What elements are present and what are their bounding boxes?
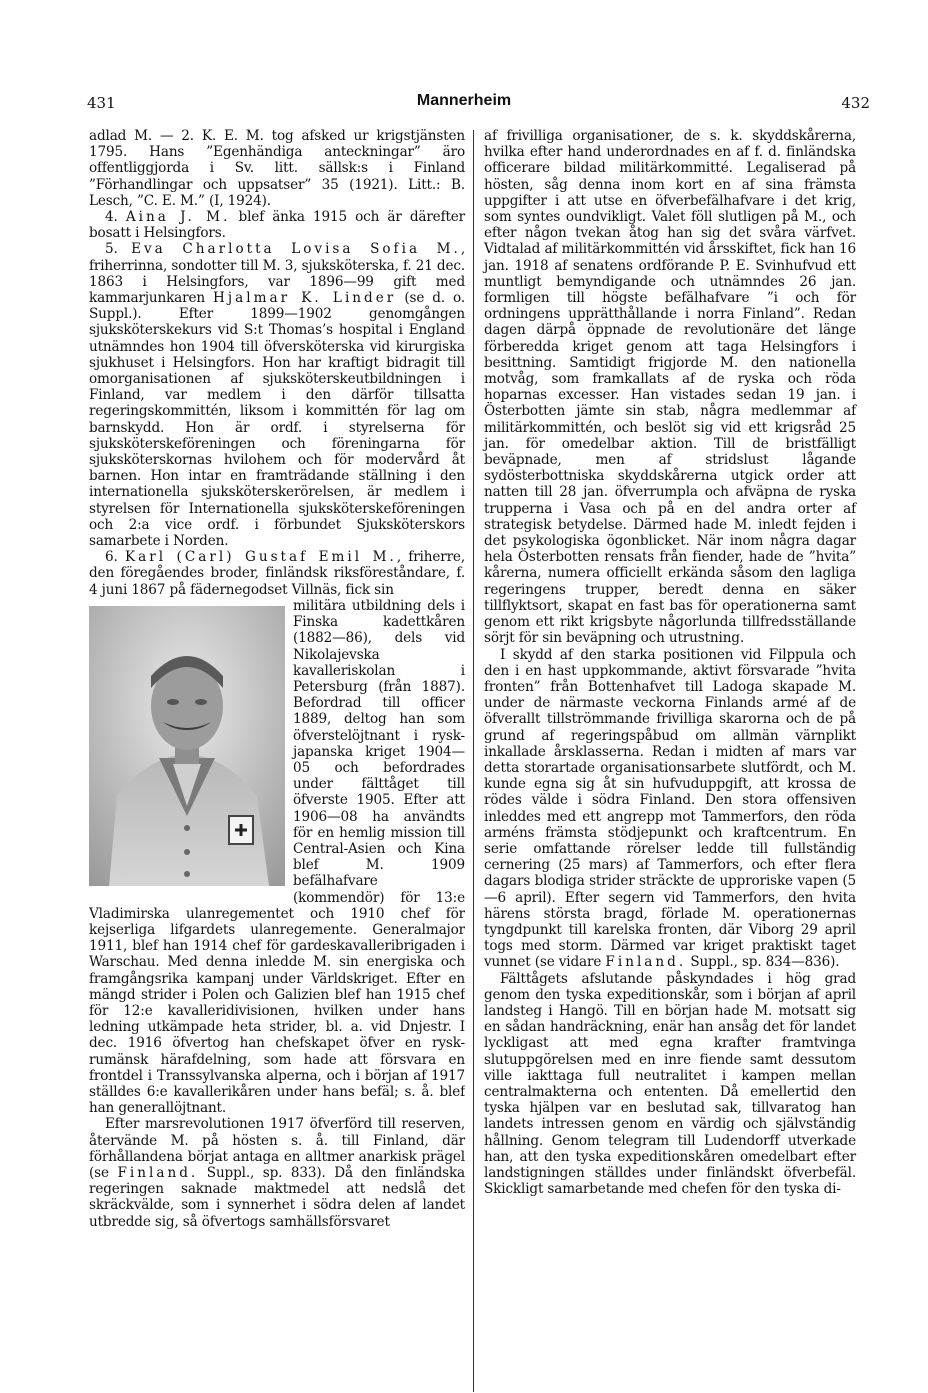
column-divider bbox=[473, 130, 474, 1392]
paragraph: I skydd af den starka positionen vid Filppula och den i en hast uppkommande, aktivt försvarade ”hvita fronten” från Bottenhafvet till Ladoga skapade M. under de närmaste veckorna Finlands armé af de öfverallt tillströmmande frivilliga skarorna och de på grund af regeringspåbud om allmän värnplikt inkallade årsklasserna. Redan i midten af mars var detta storartade organisationsarbete slutfördt, och M. kunde egna sig åt sin hufvuduppgift, att krossa de rödes välde i södra Finland. Den stora offensiven inleddes med ett angrepp mot Tammerfors, den röda arméns främsta stödjepunkt och kraftcentrum. En serie omfattande rörelser ledde till fullständig cernering (25 mars) af Tammerfors, och efter flera dagars blodiga strider sträckte de upproriske vapen (5—6 april). Efter segern vid Tammerfors, den hvita härens största bragd, förlade M. operationernas tyngdpunkt till karelska fronten, där Viborg 29 april togs med storm. Därmed var kriget praktiskt taget vunnet (se vidare Finland. Suppl., sp. 834—836). bbox=[484, 646, 856, 971]
person-name: Karl (Carl) Gustaf Emil M. bbox=[124, 549, 397, 566]
cross-reference: Finland. bbox=[117, 1165, 199, 1181]
paragraph: 5. Eva Charlotta Lovisa Sofia M., friherrinna, sondotter till M. 3, sjuksköterska, f. 21 dec. 1863 i Helsingfors, var 1896—99 gift med kammarjunkaren Hjalmar K. Linder (se d. o. Suppl.). Efter 1899—1902 genomgången sjuksköterskekurs vid S:t Thomas’s hospital i England utnämndes hon 1904 till öfversköterska vid kirurgiska sjukhuset i Helsingfors. Hon har kraftigt bidragit till omorganisationen af sjuksköterskeutbildningen i Finland, var medlem i den därför tillsatta regeringskommittén, liksom i kommittén för lag om barnskydd. Hon är ordf. i styrelserna för sjuksköterskeföreningen och föreningarna för sjuksköterskornas hvilohem och för modervård åt barnen. Hon intar en framträdande ställning i den internationella sjuksköterskerörelsen, är medlem i styrelsen för Internationella sjuksköterskeföreningen och 2:a vice ordf. i förbundet Sjuksköterskors samarbete i Norden. bbox=[89, 241, 466, 550]
page-number-left: 431 bbox=[87, 94, 116, 112]
paragraph: Efter marsrevolutionen 1917 öfverförd till reserven, återvände M. på hösten s. å. till Finland, där förhållandena börjat antaga en alltmer anarkisk prägel (se Finland. Suppl., sp. 833). Då den finländska regeringen saknade maktmedel att nedslå det skräckvälde, som i synnerhet i södra delen af landet utbredde sig, så öfvertogs samhällsförsvaret bbox=[89, 1116, 465, 1230]
page-number-right: 432 bbox=[841, 94, 870, 112]
cross-reference: Finland. bbox=[605, 954, 687, 971]
paragraph: af frivilliga organisationer, de s. k. skyddskårerna, hvilka efter hand underordnades en af f. d. finländska officerare bildad militärkommitté. Legaliserad på hösten, såg denna inom kort en af sina främsta uppgifter i att utse en öfverbefälhafvare i det krig, som syntes oundvikligt. Valet föll slutligen på M., och efter någon tvekan åtog han sig det svåra värfvet. Vidtalad af militärkommittén vid årsskiftet, fick han 16 jan. 1918 af senatens ordförande P. E. Svinhufvud ett muntligt bemyndigande och utnämndes 26 jan. formligen till högste befälhafvare ”i och för ordningens upprätthållande i norra Finland”. Redan dagen därpå öppnade de revolutionäre det länge förberedda kriget genom att taga Helsingfors i besittning. Samtidigt frigjorde M. den nationella motvåg, som framkallats af de ryska och röda hoparnas excesser. Han vistades sedan 19 jan. i Österbotten jämte sin stab, några medlemmar af militärkommittén, och beslöt sig vid ett krigsråd 25 jan. för omedelbar aktion. Till de bristfälligt beväpnade, men af stridslust lågande sydösterbottniska skyddskårerna utgick order att natten till 28 jan. öfverrumpla och afväpna de ryska trupperna i Vasa och på en del andra orter af strategisk betydelse. Därmed hade M. inledt fejden i det psykologiska ögonblicket. När inom några dagar hela Österbotten rensats från fiender, hade de ”hvita” kårerna, numera officiellt erkända såsom den lagliga regeringens trupper, beredt denna en säker tillflyktsort, skapat en fast bas för operationerna samt genom ett rikt krigsbyte någorlunda tillfredsställande sörjt för sin beväpning och utrustning. bbox=[484, 128, 856, 647]
person-name: Hjalmar K. Linder bbox=[213, 290, 397, 307]
page-title: Mannerheim bbox=[416, 92, 512, 109]
photo-wrap bbox=[89, 598, 465, 1117]
paragraph: adlad M. — 2. K. E. M. tog afsked ur krigstjänsten 1795. Hans ”Egenhändiga anteckningar” äro offentliggjorda i Sv. litt. sällsk:s i Finland ”Förhandlingar och uppsatser” 35 (1921). Litt.: B. Lesch, ”C. E. M.” (I, 1924). bbox=[89, 128, 465, 209]
portrait-photo bbox=[89, 606, 285, 886]
paragraph: 4. Aina J. M. blef änka 1915 och är därefter bosatt i Helsingfors. bbox=[89, 209, 465, 242]
right-column bbox=[484, 128, 856, 1197]
person-name: Aina J. M. bbox=[125, 209, 231, 226]
paragraph: 6. Karl (Carl) Gustaf Emil M., friherre, den föregåendes broder, finländsk riksföreståndare, f. 4 juni 1867 på fädernegodset Villnäs, fick sin bbox=[89, 549, 465, 598]
person-name: Eva Charlotta Lovisa Sofia M. bbox=[131, 241, 461, 258]
left-column bbox=[89, 128, 465, 1230]
paragraph: Fälttågets afslutande påskyndades i hög grad genom den tyska expeditionskår, som i början af april landsteg i Hangö. Till en början hade M. motsatt sig en sådan handräckning, enär han ansåg det för landet lyckligast att med egna krafter framtvinga slutuppgörelsen med en inre fiende samt dessutom ville iakttaga full neutralitet i kampen mellan centralmakterna och ententen. Då emellertid den tyska hjälpen var en beslutad sak, tillvaratog han landets intressen genom en värdig och självständig hållning. Genom telegram till Ludendorff utverkade han, att den tyska expeditionskåren omedelbart efter landstigningen ställdes under finländskt öfverbefäl. Skickligt samarbetande med chefen för den tyska di- bbox=[484, 970, 856, 1198]
paragraph: militära utbildning dels i Finska kadettkåren (1882—86), dels vid Nikolajevska kavalleriskolan i Petersburg (från 1887). Befordrad till officer 1889, deltog han som öfverstelöjtnant i rysk-japanska kriget 1904—05 och befordrades under fälttåget till öfverste 1905. Efter att 1906—08 ha användts för en hemlig mission till Central-Asien och Kina blef M. 1909 befälhafvare (kommendör) för 13:e Vladimirska ulanregementet och 1910 chef för kejserliga lifgardets ulanregemente. Generalmajor 1911, blef han 1914 chef för gardeskavalleribrigaden i Warschau. Med denna inledde M. sin energiska och framgångsrika kampanj under Världskriget. Efter en mängd strider i Polen och Galizien blef han 1915 chef för 12:e kavalleridivisionen, hvilken under hans ledning utkämpade heta strider, bl. a. vid Dnjestr. I dec. 1916 öfvertog han chefskapet öfver en rysk-rumänsk härafdelning, som hade att försvara en frontdel i Transsylvanska alperna, och i början af 1917 ställdes 6:e kavallerikåren under hans befäl; s. å. blef han generallöjtnant. bbox=[89, 597, 465, 1117]
